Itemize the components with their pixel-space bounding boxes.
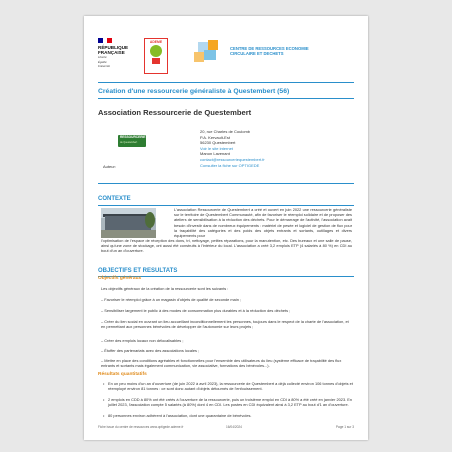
contact-name: Manon Lavenant bbox=[200, 151, 230, 156]
ademe-label: ADEME bbox=[149, 40, 163, 44]
organization-name: Association Ressourcerie de Questembert bbox=[98, 108, 252, 117]
document-page bbox=[84, 16, 368, 440]
centre-line-2: CIRCULAIRE ET DECHETS bbox=[230, 51, 284, 57]
result-text: 2 emplois en CDD à 80% ont été créés à l'ouverture de la ressourcerie, puis un troisième emploi en CDI à 80% a été créé en janvier 2023. En juillet 2023, l'association compte 5 salariés (à 80%) dont 4 en CDI. Les postes en CDI équivalent ainsi à 3,2 ETP au bout d'1 an d'ouverture. bbox=[108, 397, 353, 408]
ressourcerie-logo bbox=[118, 135, 146, 147]
ademe-square-icon bbox=[152, 58, 160, 64]
footer-date: 16/04/2024 bbox=[226, 425, 242, 429]
contexte-underline bbox=[98, 205, 354, 206]
list-item bbox=[103, 397, 354, 408]
objectif-item: – Favoriser le réemploi grâce à un magasin d'objets de qualité de seconde main ; bbox=[101, 297, 242, 302]
contact-email-link[interactable]: contact@ressourceriequestembert.fr bbox=[200, 156, 265, 162]
bullet-icon: • bbox=[103, 397, 105, 402]
optigede-fiche-link[interactable]: Consulter la fiche sur OPTIGEDE bbox=[200, 163, 260, 168]
centre-ressources-label bbox=[230, 46, 309, 57]
objectif-item: – Créer des emplois locaux non délocalisables ; bbox=[101, 338, 184, 343]
contexte-paragraph-full: l'optimisation de l'espace de réception des dons, tri, nettoyage, petites réparations, pour la manutention, etc. Des bureaux et une salle de pause, ainsi qu'une zone de stockage, ont aussi été construits à l'intérieur du local. L'association a créé 3,2 emplois ETP (4 salariés à 80 %) en CDI au bout d'un an d'ouverture. bbox=[101, 238, 352, 254]
footer-page-number: Page 1 sur 3 bbox=[335, 425, 354, 429]
ressourcerie-building-photo bbox=[101, 208, 156, 238]
section-divider-top bbox=[98, 183, 354, 184]
list-item bbox=[103, 413, 354, 418]
republique-francaise-logo bbox=[98, 38, 138, 69]
list-item bbox=[103, 381, 354, 392]
objectif-item: – Étoffer des partenariats avec des associations locales ; bbox=[101, 348, 200, 353]
centre-line-1: CENTRE DE RESSOURCES ECONOMIE bbox=[230, 46, 309, 51]
contexte-heading: CONTEXTE bbox=[98, 196, 131, 202]
rf-title-line-1: RÉPUBLIQUE bbox=[98, 45, 129, 50]
objectifs-heading: OBJECTIFS ET RESULTATS bbox=[98, 268, 178, 274]
address-line-3: 56230 Questembert bbox=[200, 140, 236, 145]
ressourcerie-logo-sub: de Questembert bbox=[120, 140, 138, 144]
resultats-quantitatifs-heading: Résultats quantitatifs bbox=[98, 372, 147, 377]
page-footer bbox=[98, 425, 354, 429]
rf-motto-2: Égalité bbox=[98, 59, 107, 64]
ademe-circle-icon bbox=[150, 45, 162, 57]
objectif-item: – Créer du lien social en ouvrant un lieu accueillant inconditionnellement les personnes, toujours dans le respect de la charte de l'association, et en permettant aux personnes bénévoles de développer de l'autonomie sur leurs projets ; bbox=[101, 319, 349, 330]
result-text: En un peu moins d'un an d'ouverture (de juin 2022 à avril 2023), la ressourcerie de Questembert a déjà collecté environ 106 tonnes d'objets et réemployé environ 81 tonnes : ce sont donc autant d'objets détournés de l'enfouissement. bbox=[108, 381, 353, 392]
document-title: Création d'une ressourcerie généraliste à Questembert (56) bbox=[98, 88, 290, 95]
bullet-icon: • bbox=[103, 413, 105, 418]
optigede-logo bbox=[192, 38, 226, 72]
ademe-logo bbox=[144, 38, 168, 74]
ressourcerie-logo-text: RESSOURCERIE bbox=[120, 135, 146, 139]
french-flag-icon bbox=[98, 38, 112, 43]
objectifs-intro: Les objectifs généraux de la création de la ressourcerie sont les suivants : bbox=[101, 286, 229, 291]
objectif-item: – Sensibiliser largement le public à des modes de consommation plus durables et à la réduction des déchets ; bbox=[101, 308, 291, 313]
website-link[interactable]: Voir le site internet bbox=[200, 145, 233, 151]
title-divider bbox=[98, 98, 354, 99]
objectif-item: – Mettre en place des conditions agréables et fonctionnelles pour l'ensemble des utilisateurs du lieu (système efficace de traçabilité des flux entrants et sortants mais également communication, vie associative, formations des bénévoles...). bbox=[101, 358, 342, 369]
contact-block bbox=[200, 129, 265, 169]
rf-title-line-2: FRANÇAISE bbox=[98, 50, 125, 56]
page-header bbox=[84, 16, 368, 84]
auteur-label: Auteur: bbox=[103, 164, 116, 169]
address-line-2: P.A. Kervault-Est bbox=[200, 134, 230, 140]
bullet-icon: • bbox=[103, 381, 105, 386]
rf-motto-1: Liberté bbox=[98, 55, 107, 60]
footer-source: Fiche issue du centre de ressources www.optigede.ademe.fr bbox=[98, 425, 184, 429]
result-text: 80 personnes environ adhèrent à l'association, dont une quarantaine de bénévoles. bbox=[108, 413, 252, 418]
rf-motto-3: Fraternité bbox=[98, 64, 110, 69]
objectifs-generaux-heading: Objectifs généraux bbox=[98, 276, 142, 281]
address-line-1: 20, rue Charles de Coulomb bbox=[200, 129, 251, 134]
header-divider bbox=[98, 82, 354, 83]
contexte-paragraph-right: L'association Ressourcerie de Questembert a créé et ouvert en juin 2022 une ressourcerie généraliste sur le territoire de Questembert Communauté, afin de favoriser le réemploi solidaire et de proposer des ateliers de sensibilisation à la réduction des déchets. Pour le démarrage de l'activité, l'association avait besoin d'investir dans de nombreux équipements : matériel de pesée et logiciel de gestion de flux pour la traçabilité des catégories et des poids des objets entrants et sortants, outillages et divers équipements pour bbox=[174, 207, 352, 239]
